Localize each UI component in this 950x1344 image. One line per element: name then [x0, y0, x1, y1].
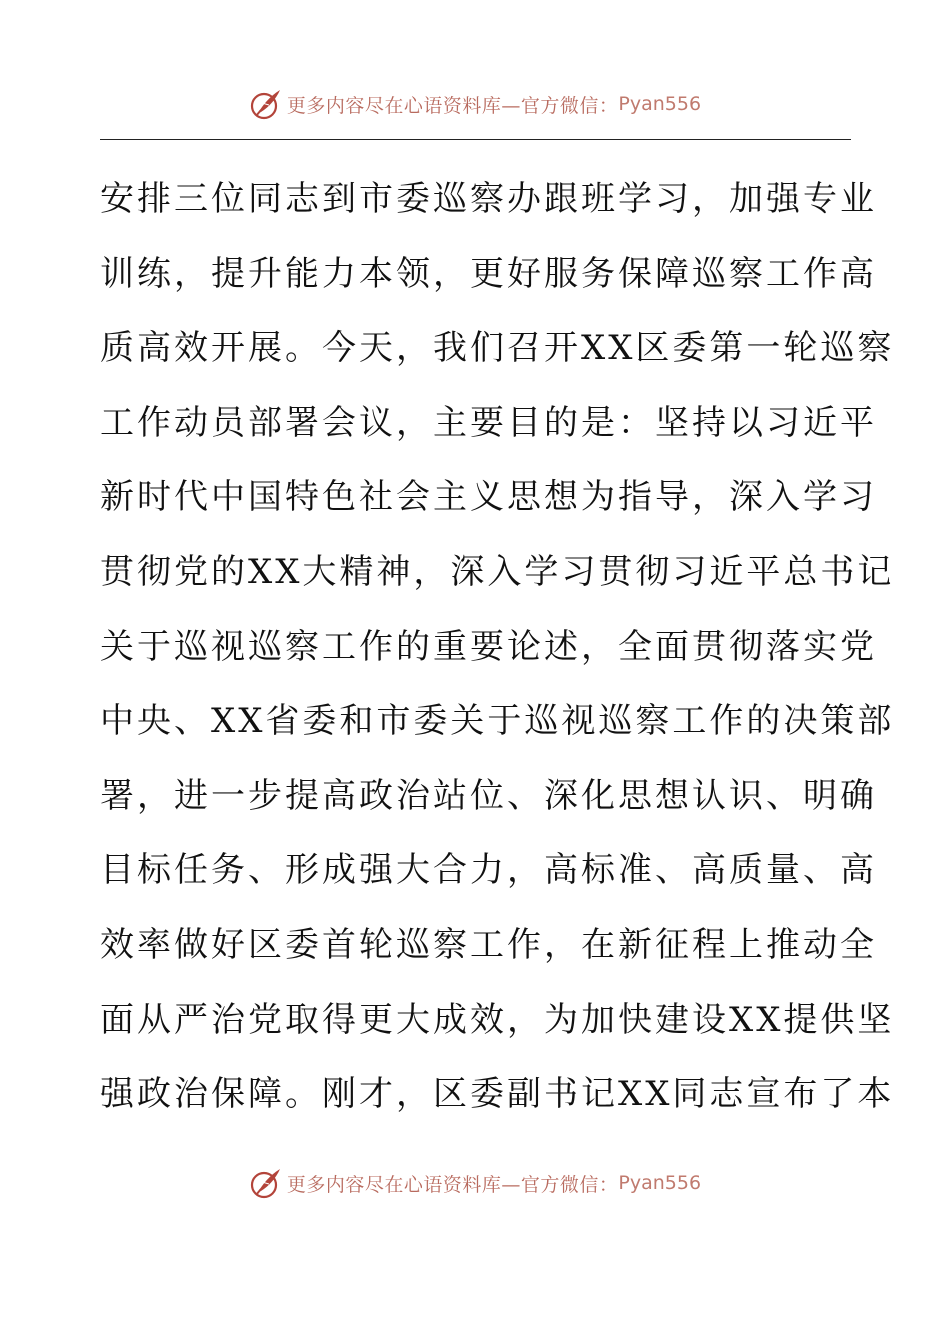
body-line: 质高效开展。今天，我们召开XX区委第一轮巡察 — [100, 328, 895, 369]
body-line: 训练，提升能力本领，更好服务保障巡察工作高 — [100, 253, 877, 294]
body-line: 安排三位同志到市委巡察办跟班学习，加强专业 — [100, 179, 877, 219]
header-banner — [0, 84, 950, 124]
body-line: 关于巡视巡察工作的重要论述，全面贯彻落实党 — [100, 626, 877, 667]
body-line: 贯彻党的XX大精神，深入学习贯彻习近平总书记 — [100, 551, 895, 592]
body-line: 强政治保障。刚才，区委副书记XX同志宣布了本 — [100, 1074, 895, 1115]
header-divider — [100, 139, 851, 140]
body-line: 面从严治党取得更大成效，为加快建设XX提供坚 — [100, 999, 895, 1040]
document-body — [100, 162, 895, 1132]
body-line: 新时代中国特色社会主义思想为指导，深入学习 — [100, 477, 877, 518]
body-line: 署，进一步提高政治站位、深化思想认识、明确 — [100, 775, 877, 816]
footer-banner-text: 更多内容尽在心语资料库—官方微信： — [286, 1173, 619, 1196]
body-line: 效率做好区委首轮巡察工作，在新征程上推动全 — [100, 924, 877, 965]
header-banner-contact: Pyan556 — [618, 93, 702, 115]
quill-pen-logo-icon — [249, 87, 283, 121]
footer-banner — [0, 1163, 950, 1203]
body-line: 工作动员部署会议，主要目的是：坚持以习近平 — [100, 402, 877, 443]
body-line: 中央、XX省委和市委关于巡视巡察工作的决策部 — [100, 701, 895, 742]
quill-pen-logo-icon — [249, 1166, 283, 1200]
body-line: 目标任务、形成强大合力，高标准、高质量、高 — [100, 850, 877, 891]
header-banner-text: 更多内容尽在心语资料库—官方微信： — [286, 94, 619, 117]
footer-banner-contact: Pyan556 — [618, 1172, 702, 1194]
